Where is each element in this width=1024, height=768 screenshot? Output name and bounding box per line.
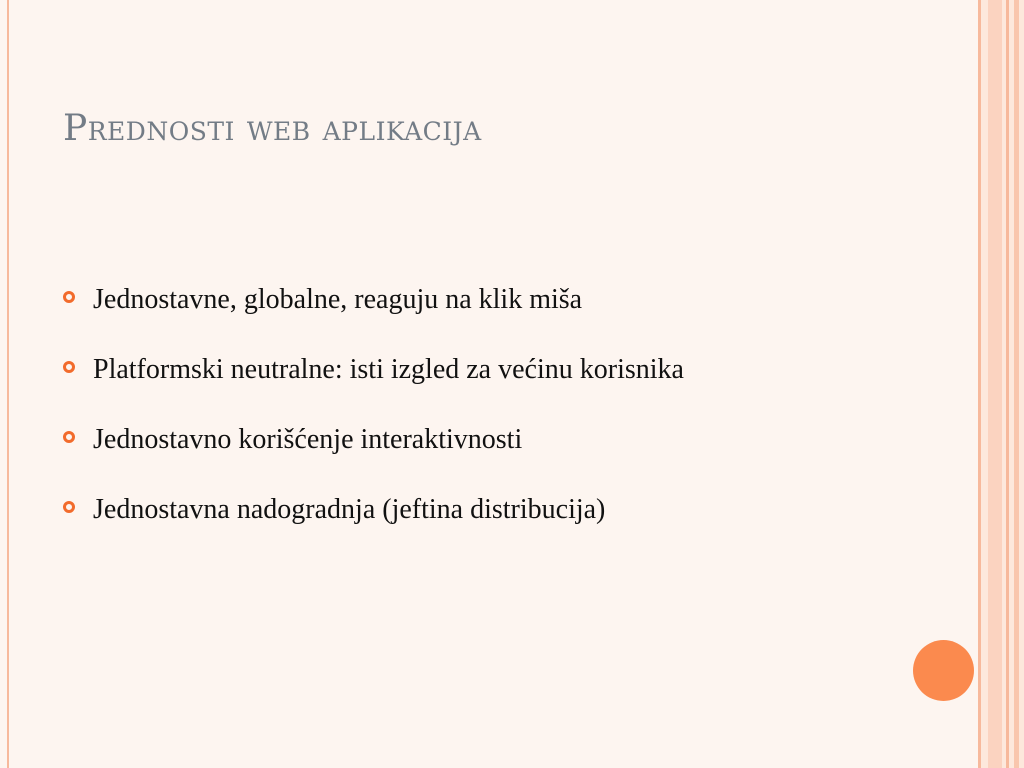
bullet-circle-icon (63, 361, 75, 373)
stripe (1014, 0, 1019, 768)
bullet-item (63, 270, 883, 330)
bullet-circle-icon (63, 431, 75, 443)
bullet-item (63, 410, 883, 470)
bullet-circle-icon (63, 291, 75, 303)
bullet-text: Jednostavno korišćenje interaktivnosti (93, 424, 523, 455)
bullet-circle-icon (63, 501, 75, 513)
stripe (988, 0, 1002, 768)
bullet-item (63, 340, 883, 400)
decorative-stripes (978, 0, 1024, 768)
bullet-item (63, 480, 883, 540)
bullet-text: Jednostavne, globalne, reaguju na klik miša (93, 284, 583, 315)
bullet-text: Platformski neutralne: isti izgled za većinu korisnika (93, 354, 684, 385)
bullet-list (63, 270, 883, 550)
stripe (978, 0, 981, 768)
stripe (1006, 0, 1009, 768)
slide-title: Prednosti web aplikacija (63, 108, 482, 149)
decorative-circle-icon (913, 640, 974, 701)
bullet-text: Jednostavna nadogradnja (jeftina distribucija) (93, 494, 606, 525)
